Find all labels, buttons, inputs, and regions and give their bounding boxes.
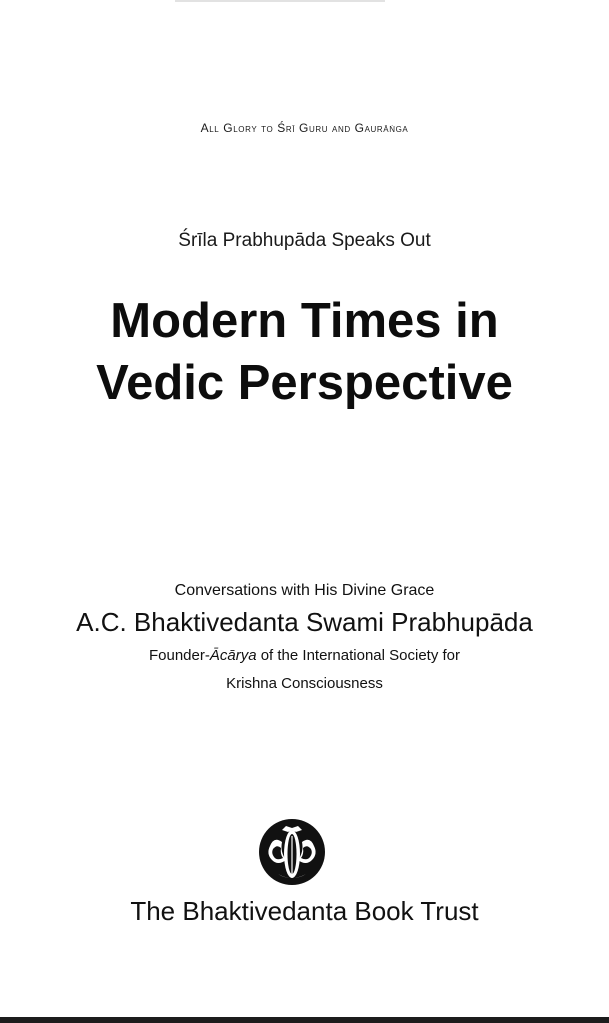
founder-line	[0, 647, 609, 664]
founder-prefix: Founder-	[148, 647, 210, 664]
conversations-line: Conversations with His Divine Grace	[174, 582, 435, 599]
book-title-line-2: Vedic Perspective	[96, 356, 513, 410]
society-name: Krishna Consciousness	[226, 675, 383, 692]
dedication-line: All Glory to Śrī Guru and Gaurāṅga	[200, 121, 409, 135]
top-edge-rule	[175, 0, 385, 2]
bottom-edge-rule	[0, 1017, 609, 1023]
publisher-name: The Bhaktivedanta Book Trust	[130, 896, 479, 926]
book-title-line-1: Modern Times in	[110, 294, 499, 348]
acarya-word: Ācārya	[209, 647, 257, 664]
book-title	[0, 290, 609, 414]
bbt-lotus-logo-icon	[256, 816, 328, 888]
founder-suffix: of the International Society for	[256, 647, 460, 664]
series-title: Śrīla Prabhupāda Speaks Out	[178, 230, 431, 251]
author-name: A.C. Bhaktivedanta Swami Prabhupāda	[76, 607, 533, 637]
